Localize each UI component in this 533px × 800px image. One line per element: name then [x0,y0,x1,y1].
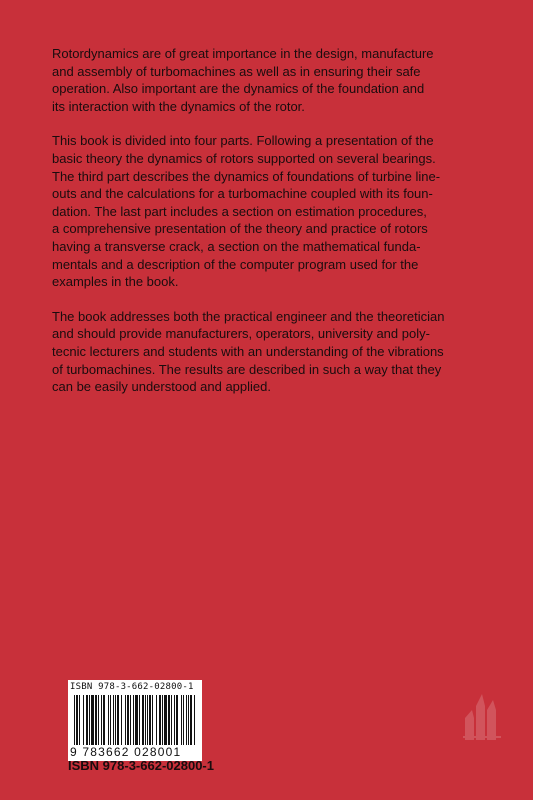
barcode-digits: 9 783662 028001 [70,745,182,759]
isbn-label: ISBN 978-3-662-02800-1 [68,758,214,773]
text-line: tecnic lecturers and students with an understanding of the vibrations [52,343,444,359]
text-line: dation. The last part includes a section on estimation procedures, [52,203,427,219]
text-line: a comprehensive presentation of the theory and practice of rotors [52,221,428,237]
text-line: having a transverse crack, a section on the mathematical funda- [52,238,421,254]
text-line: operation. Also important are the dynamics of the foundation and [52,81,425,97]
text-line: of turbomachines. The results are described in such a way that they [52,361,442,377]
text-line: examples in the book. [52,274,179,290]
text-line: Rotordynamics are of great importance in the design, manufacture [52,46,434,61]
text-line: The book addresses both the practical engineer and the theoretician [52,308,445,324]
barcode-bars [74,695,196,745]
text-line: and should provide manufacturers, operators, university and poly- [52,326,430,342]
text-line: mentals and a description of the computer program used for the [52,256,419,272]
text-line: its interaction with the dynamics of the rotor. [52,98,305,114]
publisher-logo-icon [462,688,502,740]
text-line: and assembly of turbomachines as well as in ensuring their safe [52,63,421,79]
text-line: This book is divided into four parts. Following a presentation of the [52,133,434,149]
barcode-isbn-text: ISBN 978-3-662-02800-1 [70,682,194,692]
text-line: The third part describes the dynamics of foundations of turbine line- [52,168,441,184]
paragraph-3 [52,308,484,396]
paragraph-2 [52,132,484,290]
paragraph-1 [52,45,484,115]
text-line: basic theory the dynamics of rotors supported on several bearings. [52,150,436,166]
text-line: outs and the calculations for a turbomachine coupled with its foun- [52,186,433,202]
description-text [52,45,484,413]
text-line: can be easily understood and applied. [52,379,271,395]
isbn-barcode [68,680,202,761]
